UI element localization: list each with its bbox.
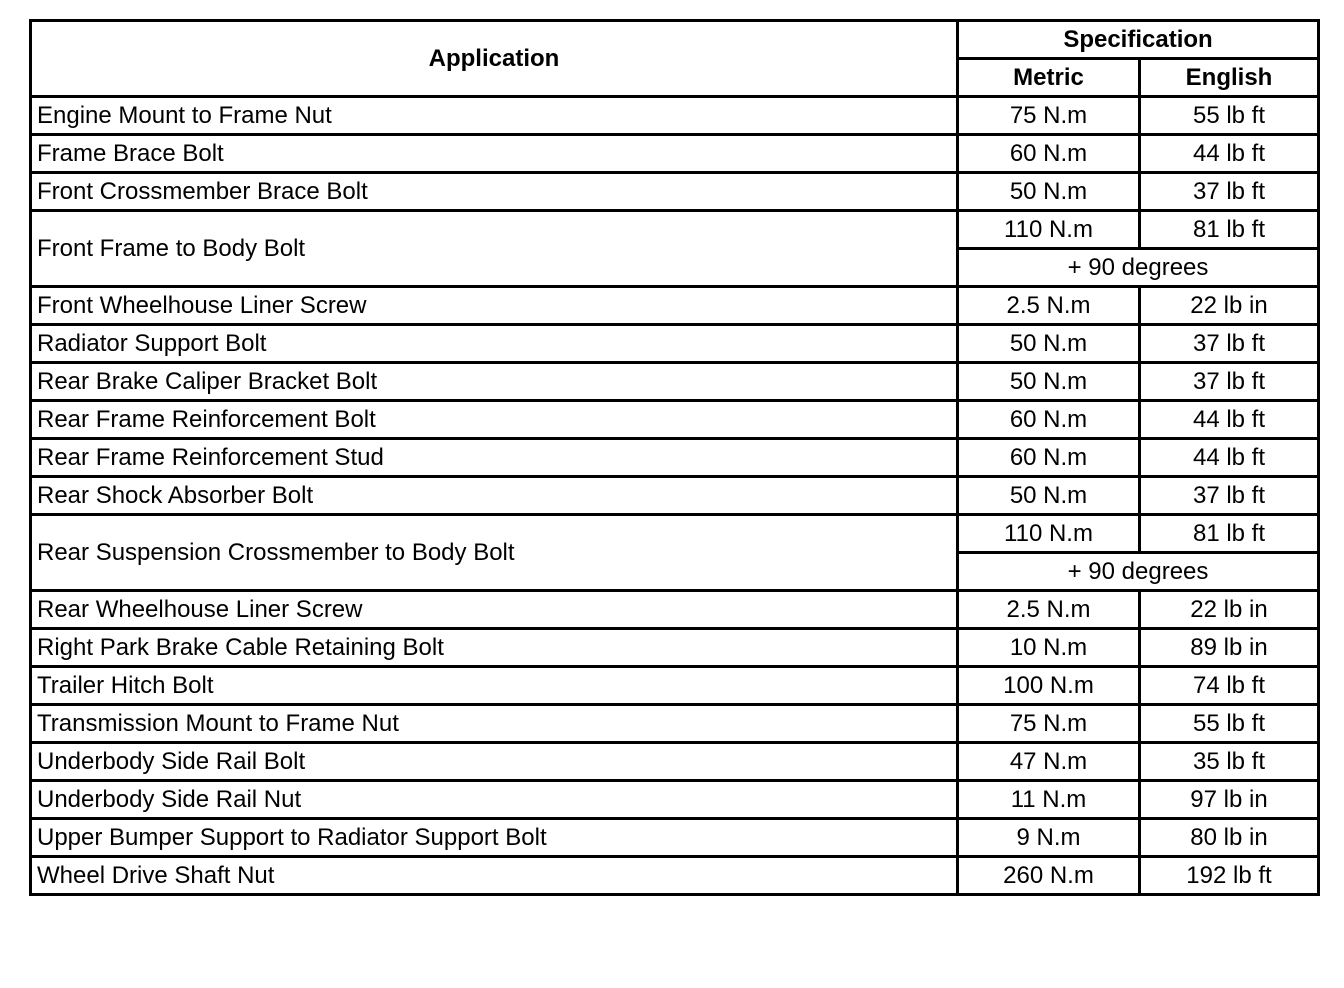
english-cell: 35 lb ft: [1140, 743, 1319, 781]
english-cell: 55 lb ft: [1140, 97, 1319, 135]
metric-cell: 60 N.m: [958, 439, 1140, 477]
application-cell: Wheel Drive Shaft Nut: [31, 857, 958, 895]
application-cell: Right Park Brake Cable Retaining Bolt: [31, 629, 958, 667]
english-cell: 44 lb ft: [1140, 401, 1319, 439]
table-row: [31, 363, 1319, 401]
metric-cell: 75 N.m: [958, 97, 1140, 135]
table-row: [31, 401, 1319, 439]
table-row: [31, 97, 1319, 135]
english-cell: 192 lb ft: [1140, 857, 1319, 895]
metric-cell: 50 N.m: [958, 363, 1140, 401]
table-row: [31, 743, 1319, 781]
table-row: [31, 819, 1319, 857]
table-row: [31, 857, 1319, 895]
application-cell: Upper Bumper Support to Radiator Support Bolt: [31, 819, 958, 857]
specification-header: Specification: [958, 21, 1319, 59]
table-row: [31, 325, 1319, 363]
metric-cell: 10 N.m: [958, 629, 1140, 667]
metric-cell: 50 N.m: [958, 477, 1140, 515]
application-cell: Transmission Mount to Frame Nut: [31, 705, 958, 743]
english-cell: 97 lb in: [1140, 781, 1319, 819]
application-cell: Front Frame to Body Bolt: [31, 211, 958, 287]
english-cell: 55 lb ft: [1140, 705, 1319, 743]
metric-cell: 260 N.m: [958, 857, 1140, 895]
metric-cell: 110 N.m: [958, 515, 1140, 553]
table-row: [31, 705, 1319, 743]
metric-cell: 9 N.m: [958, 819, 1140, 857]
metric-cell: 50 N.m: [958, 325, 1140, 363]
application-cell: Rear Frame Reinforcement Stud: [31, 439, 958, 477]
table-row: [31, 173, 1319, 211]
application-cell: Frame Brace Bolt: [31, 135, 958, 173]
table-row: [31, 781, 1319, 819]
application-cell: Radiator Support Bolt: [31, 325, 958, 363]
english-cell: 37 lb ft: [1140, 477, 1319, 515]
application-cell: Trailer Hitch Bolt: [31, 667, 958, 705]
extra-spec-cell: + 90 degrees: [958, 249, 1319, 287]
table-row: [31, 477, 1319, 515]
table-row: [31, 287, 1319, 325]
metric-cell: 50 N.m: [958, 173, 1140, 211]
english-cell: 37 lb ft: [1140, 173, 1319, 211]
english-cell: 44 lb ft: [1140, 439, 1319, 477]
metric-cell: 60 N.m: [958, 135, 1140, 173]
table-row: [31, 629, 1319, 667]
application-cell: Front Wheelhouse Liner Screw: [31, 287, 958, 325]
application-header: Application: [31, 21, 958, 97]
application-cell: Rear Shock Absorber Bolt: [31, 477, 958, 515]
metric-cell: 75 N.m: [958, 705, 1140, 743]
header-row-1: [31, 21, 1319, 59]
torque-spec-table: [29, 19, 1320, 896]
application-cell: Rear Suspension Crossmember to Body Bolt: [31, 515, 958, 591]
application-cell: Engine Mount to Frame Nut: [31, 97, 958, 135]
english-cell: 74 lb ft: [1140, 667, 1319, 705]
application-cell: Underbody Side Rail Bolt: [31, 743, 958, 781]
application-cell: Rear Wheelhouse Liner Screw: [31, 591, 958, 629]
english-cell: 80 lb in: [1140, 819, 1319, 857]
metric-header: Metric: [958, 59, 1140, 97]
table-row: [31, 439, 1319, 477]
english-cell: 89 lb in: [1140, 629, 1319, 667]
extra-spec-cell: + 90 degrees: [958, 553, 1319, 591]
english-cell: 44 lb ft: [1140, 135, 1319, 173]
table-header: [31, 21, 1319, 97]
english-cell: 81 lb ft: [1140, 211, 1319, 249]
table-row: [31, 515, 1319, 553]
table-row: [31, 591, 1319, 629]
metric-cell: 47 N.m: [958, 743, 1140, 781]
table-row: [31, 667, 1319, 705]
english-cell: 81 lb ft: [1140, 515, 1319, 553]
metric-cell: 2.5 N.m: [958, 287, 1140, 325]
english-cell: 37 lb ft: [1140, 363, 1319, 401]
english-cell: 22 lb in: [1140, 591, 1319, 629]
english-cell: 37 lb ft: [1140, 325, 1319, 363]
metric-cell: 11 N.m: [958, 781, 1140, 819]
english-header: English: [1140, 59, 1319, 97]
metric-cell: 60 N.m: [958, 401, 1140, 439]
table-row: [31, 135, 1319, 173]
metric-cell: 100 N.m: [958, 667, 1140, 705]
metric-cell: 2.5 N.m: [958, 591, 1140, 629]
table-body: [31, 97, 1319, 895]
application-cell: Rear Brake Caliper Bracket Bolt: [31, 363, 958, 401]
english-cell: 22 lb in: [1140, 287, 1319, 325]
table-row: [31, 211, 1319, 249]
application-cell: Underbody Side Rail Nut: [31, 781, 958, 819]
metric-cell: 110 N.m: [958, 211, 1140, 249]
application-cell: Rear Frame Reinforcement Bolt: [31, 401, 958, 439]
application-cell: Front Crossmember Brace Bolt: [31, 173, 958, 211]
